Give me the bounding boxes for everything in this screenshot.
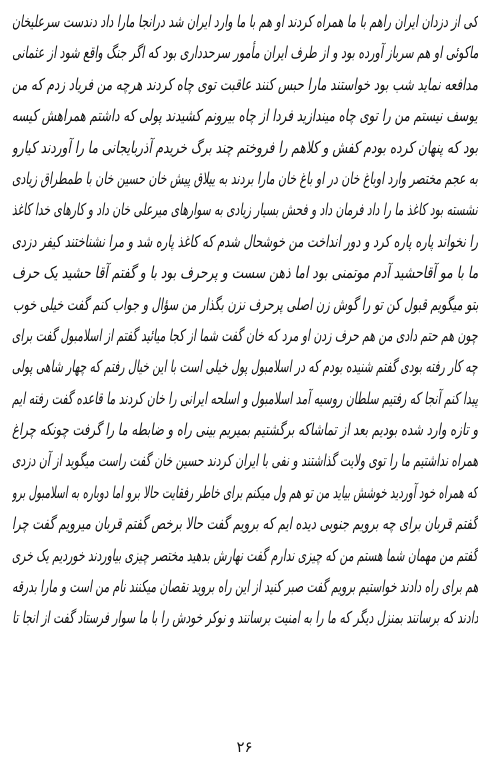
text-line-20: دادند که برسانند بمنزل دیگر که ما را به امنیت برسانند و نوکر خودش را با ما سوار فرستاد گفت از انجا تا <box>12 608 478 628</box>
text-line-5: بود که پنهان کرده بودم کفش و کلاهم را فروختم چند برگ خریدم آذربایجانی ما را آوردند کیارو <box>12 137 478 157</box>
text-line-17: گفتم قربان برای چه برویم جنوبی دیده ایم که برویم گفت حالا برخص گفتم قربان میرویم گفت چرا <box>12 514 478 534</box>
text-line-13: پیدا کنم آنجا که رفتیم سلطان روسیه آمد اسلامبول و اسلحه ایرانی را خان کردند ما قاعده گفت رفته ایم <box>12 388 478 408</box>
text-line-18: گفتم من مهمان شما هستم من که چیزی ندارم گفت نهارش بدهید مختصر چیزی بیاوردند خوردیم یک خری <box>12 545 478 565</box>
text-line-19: هم برای راه دادند خواستیم برویم گفت صبر کنید از این راه بروید نقصان میکنند نام من است و مارا بدرقه <box>12 577 478 597</box>
page-number: ۲۶ <box>236 738 253 756</box>
text-line-6: به عجم مختصر وارد اوباغ خان در او باغ خان مارا بردند به ییلاق پیش خان حسین خان با طمطراق زیادی <box>12 168 478 188</box>
text-line-1: کی از دزدان ایران راهم با ما همراه کردند او هم با ما وارد ایران شد درانجا مارا داد دندست سرعلیخان <box>12 12 478 31</box>
text-line-15: همراه نداشتیم ما را توی ولایت گذاشتند و نفی با ایران کردند حسین خان گفت راست میگوید از آن دزدی <box>12 451 478 471</box>
text-line-3: مدافعه نماید شب بود خواستند مارا حبس کنند عاقبت توی چاه کردند هرچه من فریاد زدم که من <box>12 74 478 94</box>
text-line-7: نشسته بود کاغذ ما را داد فرمان داد و فحش بسیار زیادی به سوارهای میرعلی خان داد و کارهای خدا کاغذ <box>12 200 478 220</box>
text-line-9: ما با مو آقاحشید آدم موتمنی بود اما ذهن سست و پرحرف بود با و گفتم آقا حشید یک حرف <box>12 263 478 283</box>
text-line-12: چه کار رفته بودی گفتم شنیده بودم که در اسلامبول پول خیلی است با این خیال رفتم که چهار شاهی پولی <box>12 357 478 377</box>
text-line-11: چون هم حتم دادی من هم حرف زدن او مرد که خان گفت شما از کجا میائید گفتم از اسلامبول گفت برای <box>12 325 478 345</box>
text-line-2: ماکوئی او هم سرباز آورده بود و از طرف ایران مأمور سرحدداری بود که اگر جنگ واقع شود از عثمانی <box>12 43 478 63</box>
text-line-8: را نخواند پاره پاره کرد و دور انداخت من خوشحال شدم که کاغذ پاره شد و مرا نشناختند کیفر دزدی <box>12 231 478 251</box>
text-line-16: که همراه خود آوردید خوشش بیاید من تو هم ول میکنم برای خاطر رفقایت حالا برو اما دوباره به اسلامبول برو <box>12 482 478 502</box>
text-line-14: و تازه وارد شده بودیم بعد از تماشاکه برگشتیم بمیریم بینی راه و ضابطه ما را گرفت چونکه چراغ <box>12 420 478 440</box>
text-line-4: یوسف نیستم من را توی چاه میندازید فردا از چاه بیرونم کشیدند پولی که داشتم همراهش کیسه <box>12 106 478 126</box>
text-line-10: بتو میگویم قبول کن تو را گوش زن اصلی پرحرف نزن بگذار من سؤال و جواب کنم گفت خیلی خوب <box>12 294 478 314</box>
body-text <box>12 6 478 634</box>
